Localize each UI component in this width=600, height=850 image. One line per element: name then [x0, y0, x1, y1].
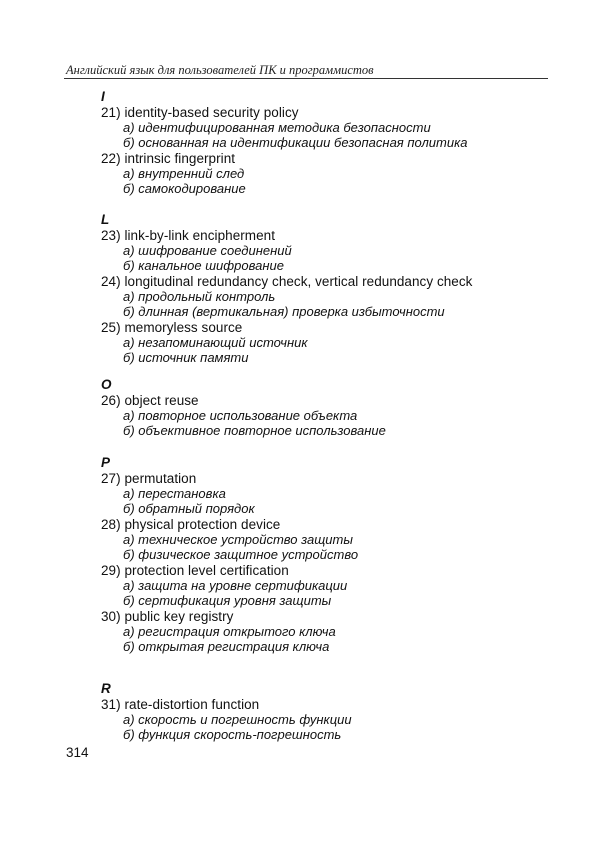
translation-option: б) физическое защитное устройство — [123, 547, 359, 563]
translation-option: а) защита на уровне сертификации — [123, 577, 348, 593]
glossary-term: 26) object reuse — [101, 392, 199, 408]
section-letter: O — [101, 377, 112, 392]
translation-option: б) открытая регистрация ключа — [123, 639, 330, 655]
translation-option: а) незапоминающий источник — [123, 334, 308, 350]
glossary-term: 21) identity-based security policy — [101, 104, 299, 120]
translation-option: б) функция скорость-погрешность — [123, 727, 342, 743]
translation-option: а) продольный контроль — [123, 288, 276, 304]
translation-option: а) регистрация открытого ключа — [123, 623, 336, 639]
translation-option: а) перестановка — [123, 485, 226, 501]
translation-option: а) скорость и погрешность функции — [123, 711, 352, 727]
glossary-term: 28) physical protection device — [101, 516, 281, 532]
glossary-term: 29) protection level certification — [101, 562, 289, 578]
translation-option: б) основанная на идентификации безопасная политика — [123, 135, 468, 151]
glossary-term: 25) memoryless source — [101, 319, 243, 335]
section-letter: L — [101, 212, 110, 227]
translation-option: б) обратный порядок — [123, 501, 255, 517]
glossary-term: 30) public key registry — [101, 608, 234, 624]
translation-option: б) самокодирование — [123, 181, 246, 197]
section-letter: I — [101, 89, 105, 104]
translation-option: б) длинная (вертикальная) проверка избыточности — [123, 304, 445, 320]
translation-option: а) внутренний след — [123, 165, 245, 181]
page-number: 314 — [66, 745, 89, 760]
glossary-term: 31) rate-distortion function — [101, 696, 260, 712]
translation-option: а) идентифицированная методика безопасности — [123, 119, 431, 135]
translation-option: б) сертификация уровня защиты — [123, 593, 332, 609]
translation-option: а) повторное использование объекта — [123, 407, 358, 423]
translation-option: б) источник памяти — [123, 350, 249, 366]
glossary-term: 24) longitudinal redundancy check, vertical redundancy check — [101, 273, 473, 289]
running-header: Английский язык для пользователей ПК и программистов — [66, 63, 374, 77]
glossary-term: 22) intrinsic fingerprint — [101, 150, 236, 166]
glossary-term: 23) link-by-link encipherment — [101, 227, 276, 243]
translation-option: а) техническое устройство защиты — [123, 531, 353, 547]
glossary-term: 27) permutation — [101, 470, 197, 486]
section-letter: P — [101, 455, 111, 470]
translation-option: а) шифрование соединений — [123, 242, 292, 258]
header-rule — [64, 78, 548, 79]
translation-option: б) канальное шифрование — [123, 258, 284, 274]
section-letter: R — [101, 681, 111, 696]
translation-option: б) объективное повторное использование — [123, 423, 386, 439]
